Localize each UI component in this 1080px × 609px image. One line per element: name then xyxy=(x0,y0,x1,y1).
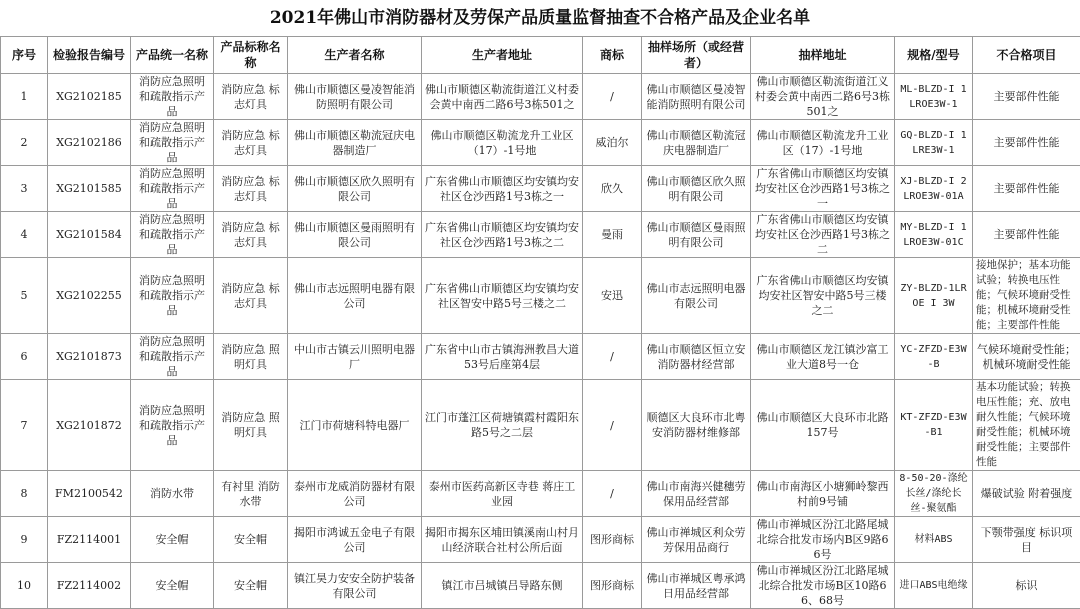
table-row xyxy=(1,517,1080,563)
table-row xyxy=(1,471,1080,517)
cell-trademark: / xyxy=(583,471,642,517)
col-header-report-no: 检验报告编号 xyxy=(48,37,131,74)
cell-index: 9 xyxy=(1,517,48,563)
col-header-manufacturer-address: 生产者地址 xyxy=(422,37,583,74)
cell-model: YC-ZFZD-E3W-B xyxy=(895,334,973,380)
cell-report-no: XG2101872 xyxy=(48,380,131,471)
cell-report-no: FZ2114001 xyxy=(48,517,131,563)
cell-index: 6 xyxy=(1,334,48,380)
cell-manufacturer: 佛山市顺德区曼凌智能消防照明有限公司 xyxy=(288,74,422,120)
cell-sampling-address: 佛山市顺德区勒流龙升工业区（17）-1号地 xyxy=(751,120,895,166)
header-row xyxy=(1,37,1080,74)
table-row xyxy=(1,334,1080,380)
cell-manufacturer-address: 广东省佛山市顺德区均安镇均安社区仓沙西路1号3栋之二 xyxy=(422,212,583,258)
cell-trademark: / xyxy=(583,334,642,380)
cell-trademark: 威泊尔 xyxy=(583,120,642,166)
cell-sampling-place: 佛山市顺德区欣久照明有限公司 xyxy=(642,166,751,212)
cell-sampling-place: 佛山市南海兴健穗劳保用品经营部 xyxy=(642,471,751,517)
col-header-index: 序号 xyxy=(1,37,48,74)
cell-product-name: 安全帽 xyxy=(131,517,214,563)
cell-model: 材料ABS xyxy=(895,517,973,563)
cell-model: 进口ABS电绝缘 xyxy=(895,563,973,609)
cell-report-no: XG2101585 xyxy=(48,166,131,212)
cell-failed-items: 主要部件性能 xyxy=(973,166,1080,212)
table-row xyxy=(1,258,1080,334)
cell-sampling-address: 广东省佛山市顺德区均安镇均安社区仓沙西路1号3栋之二 xyxy=(751,212,895,258)
cell-failed-items: 标识 xyxy=(973,563,1080,609)
cell-trademark: 欣久 xyxy=(583,166,642,212)
cell-product-name: 消防水带 xyxy=(131,471,214,517)
col-header-sampling-place: 抽样场所（或经营者） xyxy=(642,37,751,74)
cell-sampling-place: 佛山市志远照明电器有限公司 xyxy=(642,258,751,334)
col-header-failed-items: 不合格项目 xyxy=(973,37,1080,74)
cell-sampling-address: 佛山市顺德区大良环市北路157号 xyxy=(751,380,895,471)
cell-product-name: 消防应急照明和疏散指示产品 xyxy=(131,74,214,120)
cell-failed-items: 主要部件性能 xyxy=(973,74,1080,120)
cell-model: ML-BLZD-I 1LROE3W-1 xyxy=(895,74,973,120)
cell-sampling-address: 佛山市禅城区汾江北路尾城北综合批发市场B区10路66、68号 xyxy=(751,563,895,609)
cell-manufacturer-address: 广东省佛山市顺德区均安镇均安社区智安中路5号三楼之二 xyxy=(422,258,583,334)
page-title: 2021年佛山市消防器材及劳保产品质量监督抽查不合格产品及企业名单 xyxy=(0,0,1080,36)
cell-index: 3 xyxy=(1,166,48,212)
col-header-manufacturer: 生产者名称 xyxy=(288,37,422,74)
cell-sampling-address: 广东省佛山市顺德区均安镇均安社区仓沙西路1号3栋之一 xyxy=(751,166,895,212)
cell-manufacturer: 佛山市志远照明电器有限公司 xyxy=(288,258,422,334)
cell-model: GQ-BLZD-I 1LRE3W-1 xyxy=(895,120,973,166)
cell-trademark: 图形商标 xyxy=(583,517,642,563)
table-row xyxy=(1,120,1080,166)
cell-sampling-place: 顺德区大良环市北粤安消防器材维修部 xyxy=(642,380,751,471)
cell-manufacturer: 镇江昊力安安全防护装备有限公司 xyxy=(288,563,422,609)
cell-nominal-name: 安全帽 xyxy=(214,563,288,609)
cell-model: XJ-BLZD-I 2LROE3W-01A xyxy=(895,166,973,212)
cell-manufacturer-address: 江门市蓬江区荷塘镇霞村霞阳东路5号之二层 xyxy=(422,380,583,471)
cell-manufacturer-address: 佛山市顺德区勒流龙升工业区（17）-1号地 xyxy=(422,120,583,166)
cell-sampling-place: 佛山市顺德区恒立安消防器材经营部 xyxy=(642,334,751,380)
cell-nominal-name: 有衬里 消防水带 xyxy=(214,471,288,517)
cell-product-name: 消防应急照明和疏散指示产品 xyxy=(131,258,214,334)
cell-product-name: 消防应急照明和疏散指示产品 xyxy=(131,334,214,380)
cell-nominal-name: 消防应急 标志灯具 xyxy=(214,258,288,334)
cell-manufacturer: 佛山市顺德区勒流冠庆电器制造厂 xyxy=(288,120,422,166)
cell-model: 8-50-20-涤纶长丝/涤纶长丝-聚氨酯 xyxy=(895,471,973,517)
cell-trademark: 安迅 xyxy=(583,258,642,334)
table-row xyxy=(1,166,1080,212)
cell-trademark: 图形商标 xyxy=(583,563,642,609)
cell-manufacturer: 佛山市顺德区曼雨照明有限公司 xyxy=(288,212,422,258)
cell-manufacturer-address: 泰州市医药高新区寺巷 蒋庄工业园 xyxy=(422,471,583,517)
cell-sampling-address: 佛山市禅城区汾江北路尾城北综合批发市场内B区9路66号 xyxy=(751,517,895,563)
cell-nominal-name: 消防应急 标志灯具 xyxy=(214,166,288,212)
cell-index: 7 xyxy=(1,380,48,471)
cell-product-name: 消防应急照明和疏散指示产品 xyxy=(131,166,214,212)
cell-sampling-address: 佛山市顺德区龙江镇沙富工业大道8号一仓 xyxy=(751,334,895,380)
cell-trademark: 曼雨 xyxy=(583,212,642,258)
cell-report-no: FZ2114002 xyxy=(48,563,131,609)
cell-failed-items: 下颚带强度 标识项目 xyxy=(973,517,1080,563)
cell-report-no: XG2102186 xyxy=(48,120,131,166)
cell-manufacturer-address: 广东省中山市古镇海洲教昌大道53号后座第4层 xyxy=(422,334,583,380)
cell-sampling-place: 佛山市顺德区勒流冠庆电器制造厂 xyxy=(642,120,751,166)
cell-manufacturer-address: 佛山市顺德区勒流街道江义村委会黄中南西二路6号3栋501之 xyxy=(422,74,583,120)
cell-nominal-name: 消防应急 照明灯具 xyxy=(214,380,288,471)
table-row xyxy=(1,74,1080,120)
cell-failed-items: 气候环境耐受性能；机械环境耐受性能 xyxy=(973,334,1080,380)
cell-trademark: / xyxy=(583,380,642,471)
cell-report-no: XG2101584 xyxy=(48,212,131,258)
cell-nominal-name: 消防应急 照明灯具 xyxy=(214,334,288,380)
table-row xyxy=(1,212,1080,258)
cell-nominal-name: 消防应急 标志灯具 xyxy=(214,74,288,120)
cell-index: 5 xyxy=(1,258,48,334)
cell-sampling-address: 佛山市顺德区勒流街道江义村委会黄中南西二路6号3栋501之 xyxy=(751,74,895,120)
cell-sampling-place: 佛山市顺德区曼雨照明有限公司 xyxy=(642,212,751,258)
cell-nominal-name: 消防应急 标志灯具 xyxy=(214,120,288,166)
cell-product-name: 消防应急照明和疏散指示产品 xyxy=(131,120,214,166)
cell-index: 4 xyxy=(1,212,48,258)
cell-failed-items: 主要部件性能 xyxy=(973,212,1080,258)
cell-failed-items: 主要部件性能 xyxy=(973,120,1080,166)
cell-index: 10 xyxy=(1,563,48,609)
cell-report-no: FM2100542 xyxy=(48,471,131,517)
cell-trademark: / xyxy=(583,74,642,120)
cell-report-no: XG2102255 xyxy=(48,258,131,334)
cell-manufacturer: 佛山市顺德区欣久照明有限公司 xyxy=(288,166,422,212)
cell-index: 2 xyxy=(1,120,48,166)
cell-manufacturer-address: 广东省佛山市顺德区均安镇均安社区仓沙西路1号3栋之一 xyxy=(422,166,583,212)
cell-report-no: XG2102185 xyxy=(48,74,131,120)
col-header-nominal-name: 产品标称名称 xyxy=(214,37,288,74)
cell-model: ZY-BLZD-1LROE I 3W xyxy=(895,258,973,334)
cell-manufacturer: 泰州市龙威消防器材有限公司 xyxy=(288,471,422,517)
cell-sampling-address: 佛山市南海区小塘狮岭黎西村前9号铺 xyxy=(751,471,895,517)
cell-sampling-place: 佛山市禅城区粤承鸿日用品经营部 xyxy=(642,563,751,609)
cell-manufacturer: 中山市古镇云川照明电器厂 xyxy=(288,334,422,380)
cell-failed-items: 爆破试验 附着强度 xyxy=(973,471,1080,517)
cell-model: MY-BLZD-I 1LROE3W-01C xyxy=(895,212,973,258)
col-header-model: 规格/型号 xyxy=(895,37,973,74)
cell-index: 1 xyxy=(1,74,48,120)
cell-nominal-name: 消防应急 标志灯具 xyxy=(214,212,288,258)
cell-nominal-name: 安全帽 xyxy=(214,517,288,563)
table-row xyxy=(1,380,1080,471)
cell-failed-items: 基本功能试验；转换电压性能；充、放电耐久性能；气候环境耐受性能；机械环境耐受性能；主要部件性能 xyxy=(973,380,1080,471)
cell-sampling-address: 广东省佛山市顺德区均安镇均安社区智安中路5号三楼之二 xyxy=(751,258,895,334)
cell-manufacturer-address: 揭阳市揭东区埔田镇溪南山村月山经济联合社村公所后面 xyxy=(422,517,583,563)
cell-product-name: 消防应急照明和疏散指示产品 xyxy=(131,380,214,471)
cell-model: KT-ZFZD-E3W-B1 xyxy=(895,380,973,471)
cell-manufacturer: 江门市荷塘科特电器厂 xyxy=(288,380,422,471)
cell-index: 8 xyxy=(1,471,48,517)
cell-product-name: 消防应急照明和疏散指示产品 xyxy=(131,212,214,258)
cell-manufacturer-address: 镇江市吕城镇吕导路东侧 xyxy=(422,563,583,609)
cell-sampling-place: 佛山市禅城区利众劳芳保用品商行 xyxy=(642,517,751,563)
cell-report-no: XG2101873 xyxy=(48,334,131,380)
noncompliance-table xyxy=(0,36,1080,609)
cell-sampling-place: 佛山市顺德区曼凌智能消防照明有限公司 xyxy=(642,74,751,120)
table-row xyxy=(1,563,1080,609)
cell-manufacturer: 揭阳市鸿诚五金电子有限公司 xyxy=(288,517,422,563)
col-header-sampling-address: 抽样地址 xyxy=(751,37,895,74)
col-header-trademark: 商标 xyxy=(583,37,642,74)
col-header-product-name: 产品统一名称 xyxy=(131,37,214,74)
cell-product-name: 安全帽 xyxy=(131,563,214,609)
cell-failed-items: 接地保护；基本功能试验；转换电压性能；气候环境耐受性能；机械环境耐受性能；主要部件性能 xyxy=(973,258,1080,334)
